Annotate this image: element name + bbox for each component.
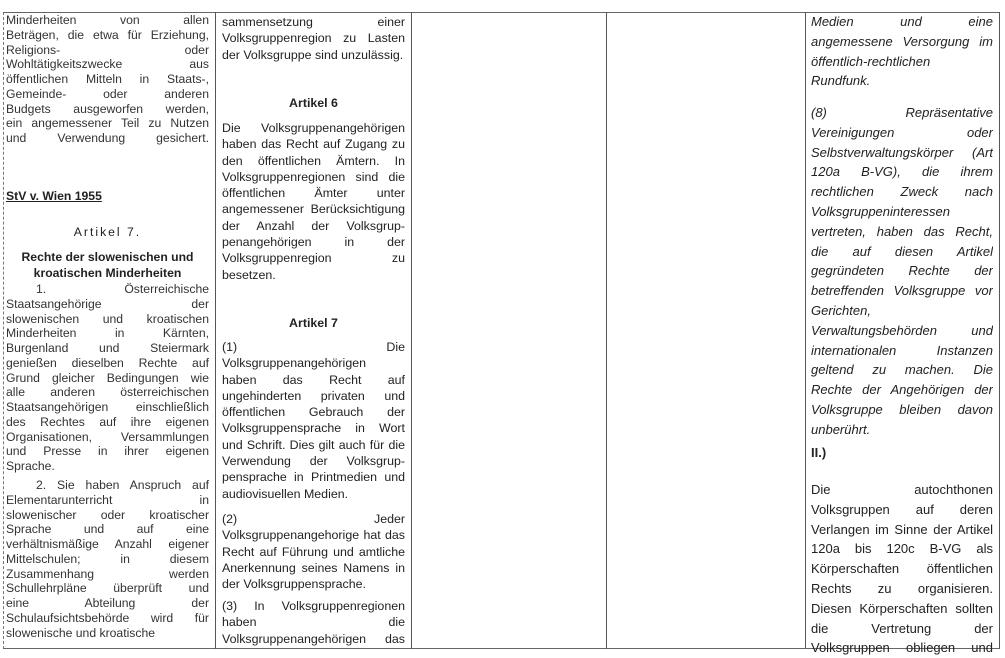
text-line: die Vertretung der bbox=[811, 620, 993, 636]
text-line: der Volksgruppe sind unzulässig. bbox=[222, 47, 404, 62]
paragraph-2 bbox=[6, 478, 209, 640]
article-7-para-3 bbox=[222, 598, 405, 647]
article-7-para-1 bbox=[222, 339, 405, 502]
text-line: Rechts zu organisieren. bbox=[811, 580, 993, 596]
text-line: Volksgruppen obliegen und bbox=[811, 640, 993, 656]
text-line: Sprache. bbox=[6, 459, 55, 473]
text-line: Grund gleicher Bedingungen wie bbox=[6, 370, 209, 385]
text-line: Recht auf Führung und amtliche bbox=[222, 544, 405, 559]
text-line: haben das Recht auf bbox=[222, 372, 405, 387]
text-line: eine Abteilung der bbox=[6, 596, 209, 610]
text-line: öffentlich-rechtlichen bbox=[811, 53, 931, 69]
text-line: penangehörigen in der bbox=[222, 235, 405, 250]
text-line: Volksgruppenangehorige hat das bbox=[222, 528, 405, 543]
text-line: Diesen Körperschaften sollten bbox=[811, 600, 993, 616]
text-line: öffentlichen Ämter unter bbox=[222, 186, 405, 201]
text-line: gegründeten Rechte der bbox=[811, 263, 993, 279]
text-line: Minderheiten von allen bbox=[6, 13, 209, 27]
text-line: verhältnismäßige Anzahl eigener bbox=[6, 537, 209, 551]
text-line: ungehinderten privaten und bbox=[222, 388, 405, 403]
text-line: Volksgruppensprache in Wort bbox=[222, 421, 405, 436]
text-line: 120a B-VG), die ihrem bbox=[811, 164, 993, 180]
text-line: des Rechtes auf ihre eigenen bbox=[6, 414, 209, 429]
text-line: Volksgruppe bleiben davon bbox=[811, 401, 993, 417]
column-divider bbox=[411, 12, 412, 649]
article-heading bbox=[6, 249, 209, 281]
text-line: Rundfunk. bbox=[811, 73, 871, 89]
column-divider bbox=[215, 12, 216, 649]
text-line: Beträgen, die etwa für Erziehung, bbox=[6, 27, 209, 42]
text-line: Volksgruppeninteressen bbox=[811, 203, 950, 219]
text-line: Burgenland und Steiermark bbox=[6, 341, 209, 355]
paragraph-8 bbox=[811, 103, 993, 440]
text-line: sammensetzung einer bbox=[222, 15, 405, 29]
text-line: Verwendung der Volksgrup- bbox=[222, 454, 405, 469]
text-line: Budgets ausgeworfen werden, bbox=[6, 101, 209, 116]
text-line: (2) Jeder bbox=[222, 512, 405, 526]
text-line: Volksgruppenangehörigen bbox=[222, 356, 366, 371]
text-line: Mittelschulen; in diesem bbox=[6, 551, 209, 566]
text-line: Volksgruppenregion zu Lasten bbox=[222, 31, 405, 46]
text-line: angemessene Versorgung im bbox=[811, 33, 993, 49]
text-line: slowenische und kroatische bbox=[6, 625, 156, 640]
column-divider bbox=[606, 12, 607, 649]
text-line: öffentlichen Mitteln in Staats-, bbox=[6, 72, 209, 86]
text-line: Volksgruppen auf deren bbox=[811, 501, 993, 517]
text-line: alle anderen österreichischen bbox=[6, 385, 209, 400]
text-line: besetzen. bbox=[222, 267, 276, 282]
text-line: (3) In Volksgruppenregionen bbox=[222, 599, 405, 613]
text-line: der Volksgruppensprache. bbox=[222, 577, 366, 592]
paragraph-1 bbox=[6, 282, 209, 474]
text-line: unberührt. bbox=[811, 421, 871, 437]
text-line: Schulaufsichtsbehörde wird für bbox=[6, 610, 209, 625]
text-line: vertreten, haben das Recht, bbox=[811, 223, 993, 239]
text-line: Wohltätigkeitszwecke aus bbox=[6, 57, 209, 72]
text-line: öffentlichen Gebrauch der bbox=[222, 405, 405, 420]
text-line: Verwaltungsbehörden und bbox=[811, 322, 993, 338]
text-line: angemessener Berücksichtigung bbox=[222, 202, 405, 217]
text-line: pensprache in Printmedien und bbox=[222, 470, 405, 485]
text-line: genießen dieselben Rechte auf bbox=[6, 355, 209, 370]
text-line: haben die bbox=[222, 615, 405, 630]
text-line: 2. Sie haben Anspruch auf bbox=[36, 478, 209, 492]
text-line: (8) Repräsentative bbox=[811, 105, 993, 120]
text-line: betreffenden Volksgruppe vor bbox=[811, 283, 993, 299]
text-line: Gerichten, bbox=[811, 302, 871, 318]
text-line: Medien und eine bbox=[811, 14, 993, 29]
text-line: audiovisuellen Medien. bbox=[222, 486, 349, 501]
text-line: Schullehrpläne überprüft und bbox=[6, 581, 209, 596]
text-line: Religions- oder bbox=[6, 42, 209, 57]
text-line: geltend zu machen. Die bbox=[811, 362, 993, 378]
text-line: Verlangen im Sinne der Artikel bbox=[811, 521, 993, 537]
text-line: haben das Recht auf Zugang zu bbox=[222, 137, 405, 152]
text-line: Volksgruppenangehörigen das bbox=[222, 631, 405, 646]
text-line: Die autochthonen bbox=[811, 482, 993, 497]
text-line: 1. Österreichische bbox=[36, 282, 209, 296]
heading-line: Rechte der slowenischen und bbox=[21, 250, 194, 264]
text-line: und Presse in ihrer eigenen bbox=[6, 444, 209, 459]
paragraph-corporations bbox=[811, 480, 993, 658]
text-line: Selbstverwaltungskörper (Art bbox=[811, 144, 993, 160]
article-7-para-2 bbox=[222, 511, 405, 592]
text-line: Volksgruppenregion zu bbox=[222, 251, 405, 266]
article-6-text bbox=[222, 120, 405, 283]
text-line: Vereinigungen oder bbox=[811, 124, 993, 140]
text-line: und Schrift. Dies gilt auch für die bbox=[222, 437, 405, 452]
text-line: slowenischer oder kroatischer bbox=[6, 507, 209, 522]
text-line: Rechte der Angehörigen der bbox=[811, 382, 993, 398]
text-line: und Verwendung gesichert. bbox=[6, 131, 209, 145]
source-heading: StV v. Wien 1955 bbox=[6, 189, 102, 203]
text-line: Gemeinde- oder anderen bbox=[6, 86, 209, 101]
text-line: der Anzahl der Volksgrup- bbox=[222, 218, 405, 233]
text-line: die auf diesen Artikel bbox=[811, 243, 993, 259]
paragraph-budget-share bbox=[6, 13, 209, 146]
heading-line: kroatischen Minderheiten bbox=[33, 266, 182, 280]
text-line: ein angemessener Teil zu Nutzen bbox=[6, 116, 209, 131]
text-line: (1) Die bbox=[222, 340, 405, 354]
text-line: Sprache und auf eine bbox=[6, 522, 209, 537]
text-line: Elementarunterricht in bbox=[6, 492, 209, 507]
text-line: Minderheiten in Kärnten, bbox=[6, 326, 209, 341]
text-line: Anerkennung seines Namens in bbox=[222, 560, 405, 575]
text-line: den öffentlichen Ämtern. In bbox=[222, 153, 405, 168]
text-line: Körperschaften öffentlichen bbox=[811, 561, 993, 577]
text-line: Staatsangehörigen einschließlich bbox=[6, 400, 209, 414]
article-7-title: Artikel 7 bbox=[289, 316, 338, 330]
paragraph-composition bbox=[222, 14, 405, 63]
article-title: Artikel 7. bbox=[73, 225, 142, 239]
text-line: Die Volksgruppenangehörigen bbox=[222, 121, 405, 135]
paragraph-media bbox=[811, 12, 993, 91]
text-line: rechtlichen Zweck nach bbox=[811, 184, 993, 200]
text-line: Zusammenhang werden bbox=[6, 566, 209, 581]
section-heading: II.) bbox=[811, 445, 827, 460]
text-line: Organisationen, Versammlungen bbox=[6, 429, 209, 444]
article-6-title: Artikel 6 bbox=[289, 96, 338, 110]
text-line: internationalen Instanzen bbox=[811, 342, 993, 358]
text-line: slowenischen und kroatischen bbox=[6, 311, 209, 326]
text-line: Staatsangehörige der bbox=[6, 296, 209, 311]
text-line: Volksgruppenregionen sind die bbox=[222, 169, 405, 184]
text-line: 120a bis 120c B-VG als bbox=[811, 541, 993, 557]
column-divider bbox=[805, 12, 806, 649]
